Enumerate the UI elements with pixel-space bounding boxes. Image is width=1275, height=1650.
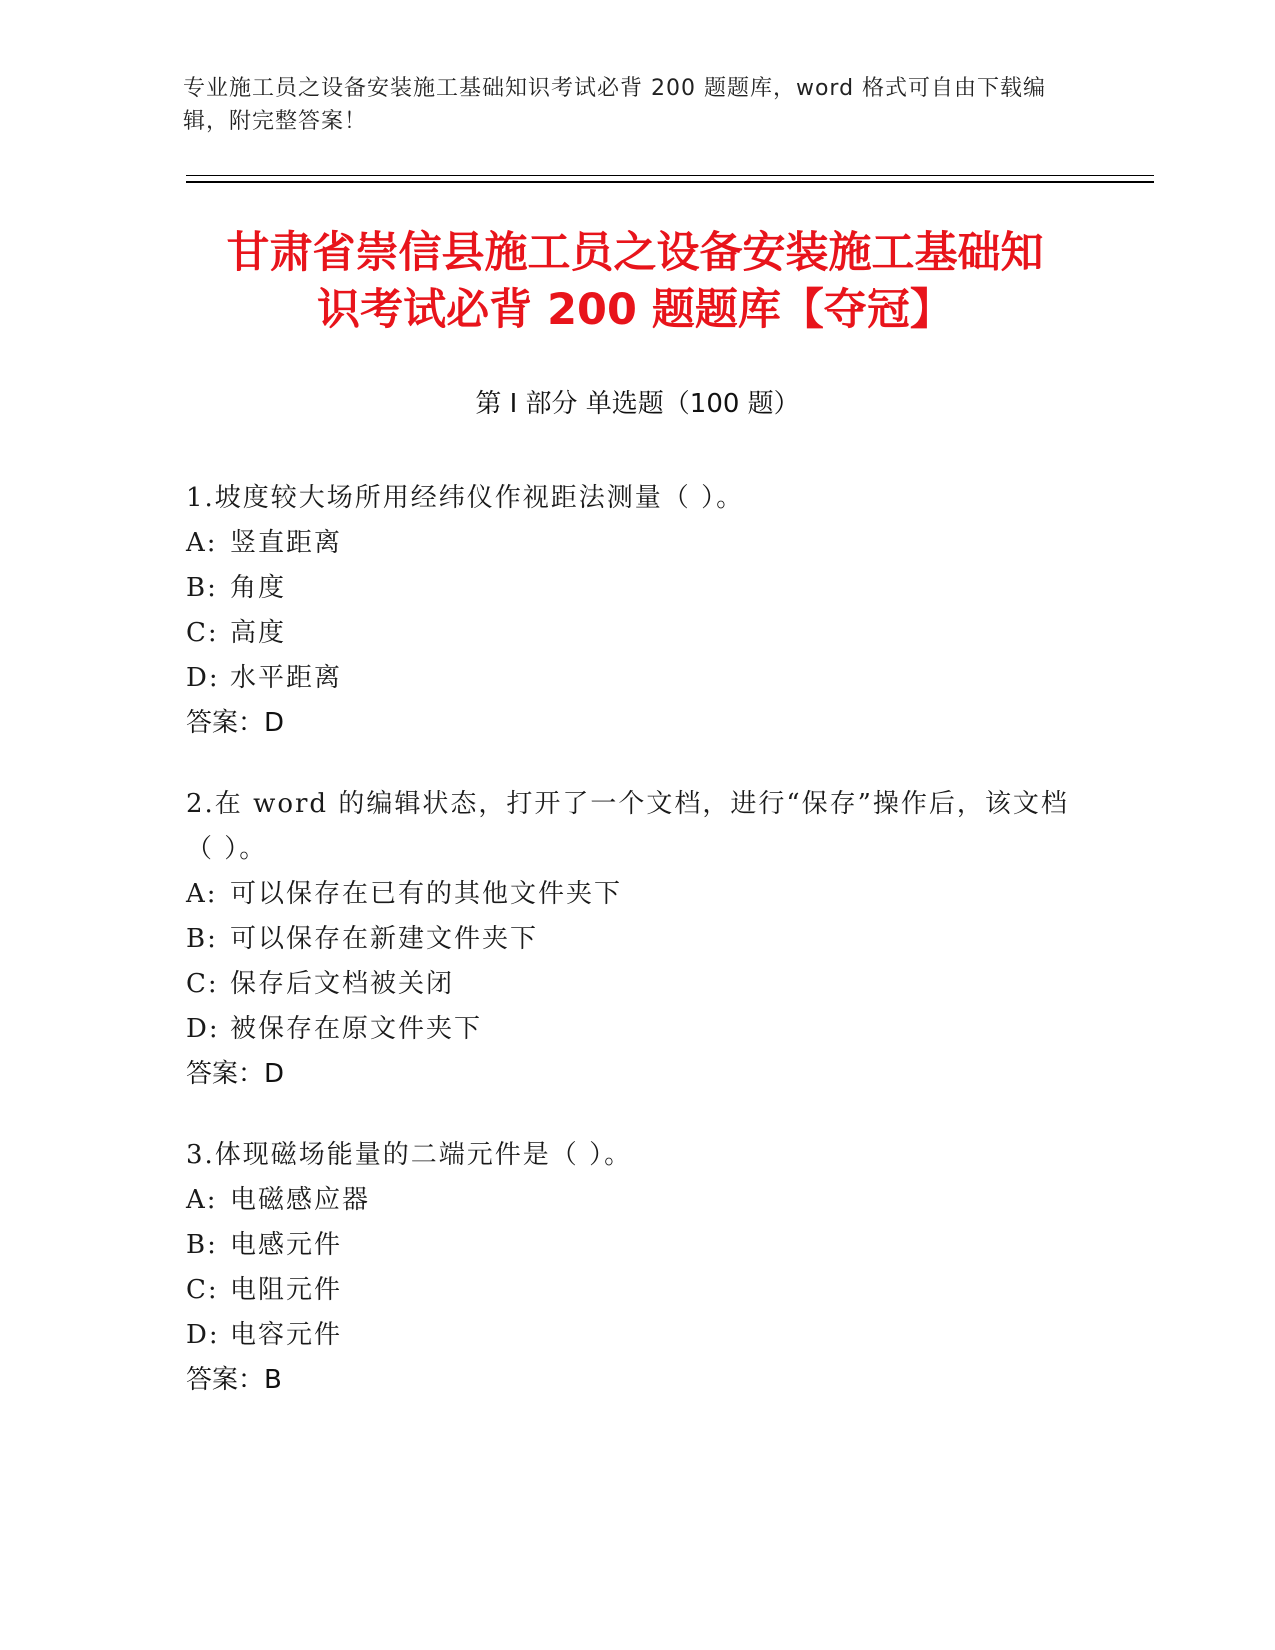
option-text: 角度 [230,573,287,603]
option-key: B: [186,924,218,954]
option-key: C: [186,969,219,999]
answer-line: 答案：B [186,1365,282,1395]
option-text: 高度 [230,618,287,648]
option-a [186,872,1076,917]
option-key: C: [186,618,219,648]
option-text: 竖直距离 [230,528,343,558]
answer-line: 答案：D [186,1059,285,1089]
answer-line: 答案：D [186,708,285,738]
option-b [186,566,1076,611]
header-divider-thin [186,175,1154,176]
option-c [186,1268,1076,1313]
option-d [186,1313,1076,1358]
header-divider-thick [186,181,1154,183]
option-d [186,1007,1076,1052]
section-title: 第 I 部分 单选题（100 题） [475,389,800,419]
document-title-line-1: 甘肃省崇信县施工员之设备安装施工基础知 [226,228,1044,278]
option-text: 保存后文档被关闭 [230,969,455,999]
option-c [186,611,1076,656]
option-text: 电容元件 [230,1320,343,1350]
option-text: 水平距离 [230,663,343,693]
option-key: B: [186,1230,218,1260]
question-text: 2.在 word 的编辑状态，打开了一个文档，进行“保存”操作后，该文档（ ）。 [186,789,1069,864]
document-title [195,225,1075,339]
option-key: A: [186,1185,218,1215]
option-key: B: [186,573,218,603]
question-item [186,476,1076,746]
option-b [186,917,1076,962]
option-text: 电感元件 [230,1230,343,1260]
option-a [186,521,1076,566]
option-text: 可以保存在新建文件夹下 [230,924,539,954]
option-key: A: [186,528,218,558]
option-text: 电磁感应器 [230,1185,371,1215]
option-d [186,656,1076,701]
header-note: 专业施工员之设备安装施工基础知识考试必背 200 题题库，word 格式可自由下载编辑，附完整答案！ [183,76,1047,134]
document-title-line-2: 识考试必背 200 题题库【夺冠】 [317,285,953,335]
option-text: 可以保存在已有的其他文件夹下 [230,879,623,909]
option-key: C: [186,1275,219,1305]
option-text: 电阻元件 [230,1275,343,1305]
option-text: 被保存在原文件夹下 [230,1014,483,1044]
question-text: 1.坡度较大场所用经纬仪作视距法测量（ ）。 [186,483,745,513]
option-a [186,1178,1076,1223]
question-list [186,476,1076,1439]
option-c [186,962,1076,1007]
option-b [186,1223,1076,1268]
question-text: 3.体现磁场能量的二端元件是（ ）。 [186,1140,633,1170]
option-key: D: [186,1014,220,1044]
option-key: A: [186,879,218,909]
question-item [186,782,1076,1097]
option-key: D: [186,1320,220,1350]
option-key: D: [186,663,220,693]
question-item [186,1133,1076,1403]
